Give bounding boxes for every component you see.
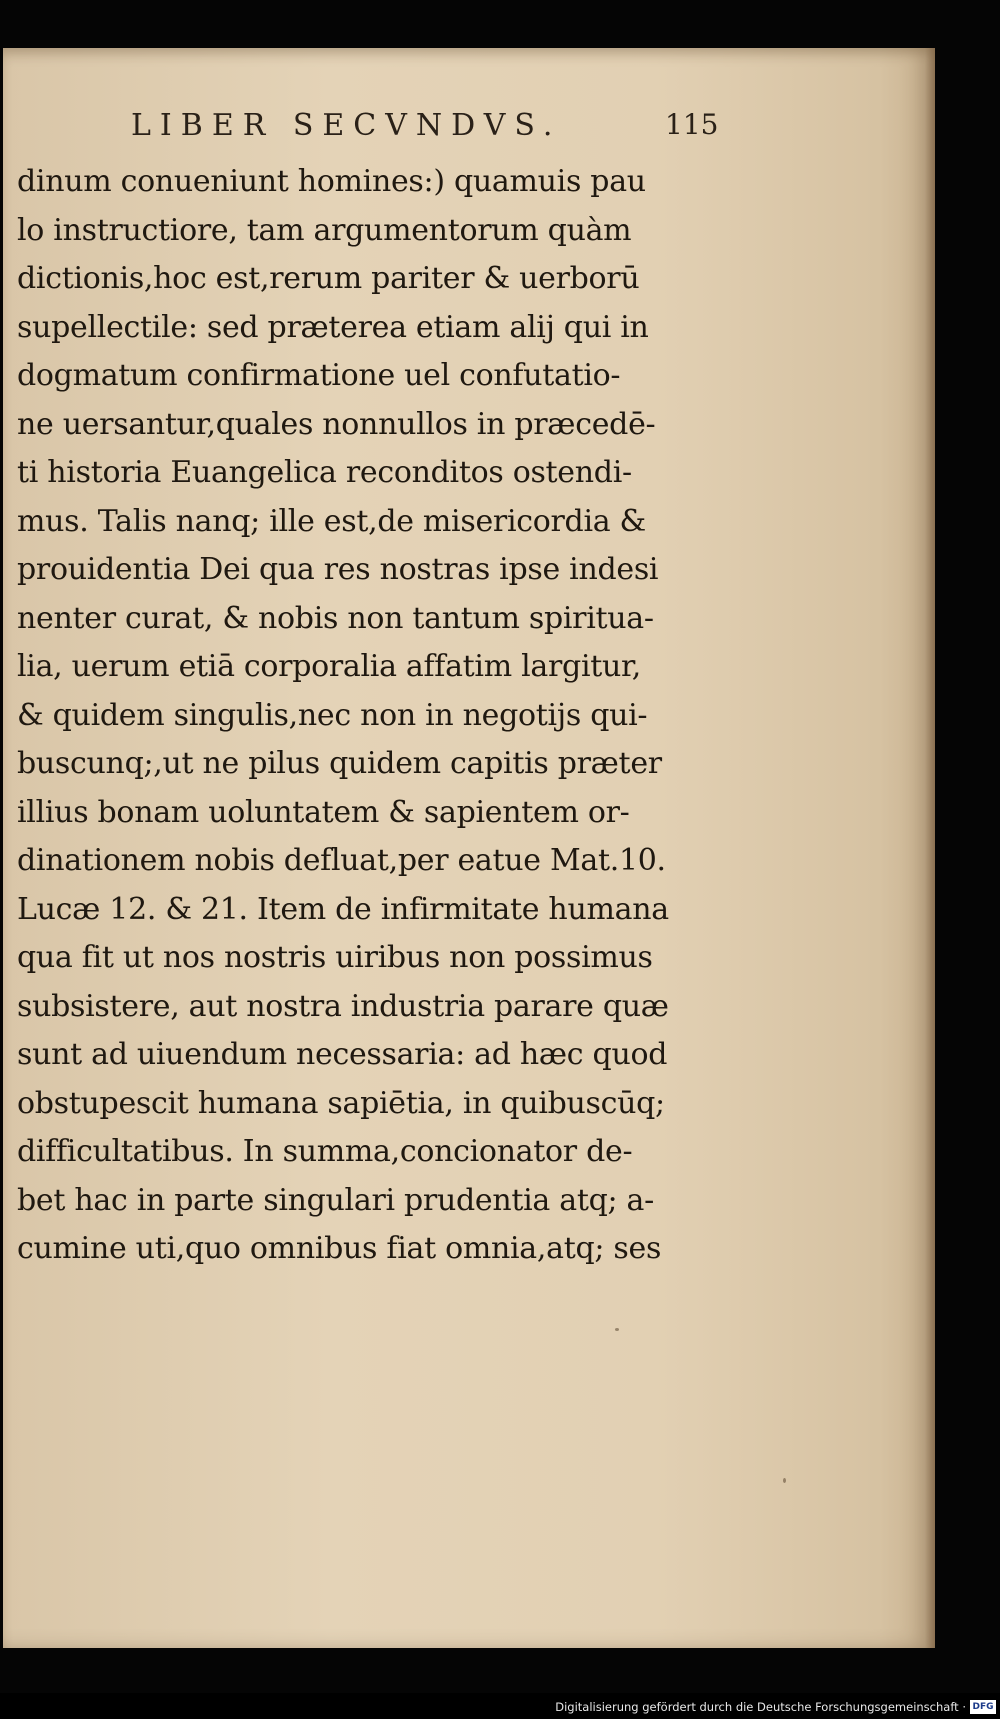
text-line: ne uersantur,quales nonnullos in præcedē- [17, 406, 656, 442]
text-line: & quidem singulis,nec non in negotijs qui- [17, 697, 648, 733]
text-line: obstupescit humana sapiētia, in quibuscūq; [17, 1085, 665, 1121]
text-line: lo instructiore, tam argumentorum quàm [17, 212, 632, 248]
text-line: dogmatum confirmatione uel confutatio- [17, 358, 621, 393]
dfg-logo: DFG [970, 1700, 996, 1714]
text-line: dinationem nobis defluat,per eatue Mat.10. [17, 843, 666, 878]
funding-credit: Digitalisierung gefördert durch die Deutsche Forschungsgemeinschaft · [555, 1700, 966, 1714]
paper-speck [783, 1478, 786, 1483]
text-line: supellectile: sed præterea etiam alij qui in [17, 309, 649, 345]
text-line: buscunq;,ut ne pilus quidem capitis præter [17, 746, 662, 781]
text-line: mus. Talis nanq; ille est,de misericordia & [17, 503, 646, 539]
page-number: 115 [665, 108, 719, 141]
text-line: nenter curat, & nobis non tantum spiritua- [17, 600, 654, 636]
text-line: illius bonam uoluntatem & sapientem or- [17, 794, 630, 830]
body-text [17, 158, 777, 1274]
page-edge-shadow [925, 48, 935, 1648]
text-line: ti historia Euangelica reconditos ostendi- [17, 455, 632, 490]
text-line: prouidentia Dei qua res nostras ipse indesi [17, 552, 659, 587]
paper-speck [615, 1328, 619, 1331]
text-line: dinum conueniunt homines:) quamuis pau [17, 164, 646, 199]
footer-bar [0, 1693, 1000, 1719]
text-line: cumine uti,quo omnibus fiat omnia,atq; ses [17, 1231, 662, 1266]
text-line: subsistere, aut nostra industria parare quæ [17, 988, 669, 1024]
text-line: lia, uerum etiā corporalia affatim largitur, [17, 649, 641, 684]
running-head: LIBER SECVNDVS. [131, 108, 562, 143]
text-line: qua fit ut nos nostris uiribus non possimus [17, 940, 653, 975]
book-page [3, 48, 935, 1648]
text-line: difficultatibus. In summa,concionator de- [17, 1134, 633, 1169]
text-line: Lucæ 12. & 21. Item de infirmitate humana [17, 891, 669, 927]
text-line: dictionis,hoc est,rerum pariter & uerborū [17, 261, 640, 296]
text-line: bet hac in parte singulari prudentia atq; a- [17, 1182, 654, 1218]
text-line: sunt ad uiuendum necessaria: ad hæc quod [17, 1037, 668, 1072]
